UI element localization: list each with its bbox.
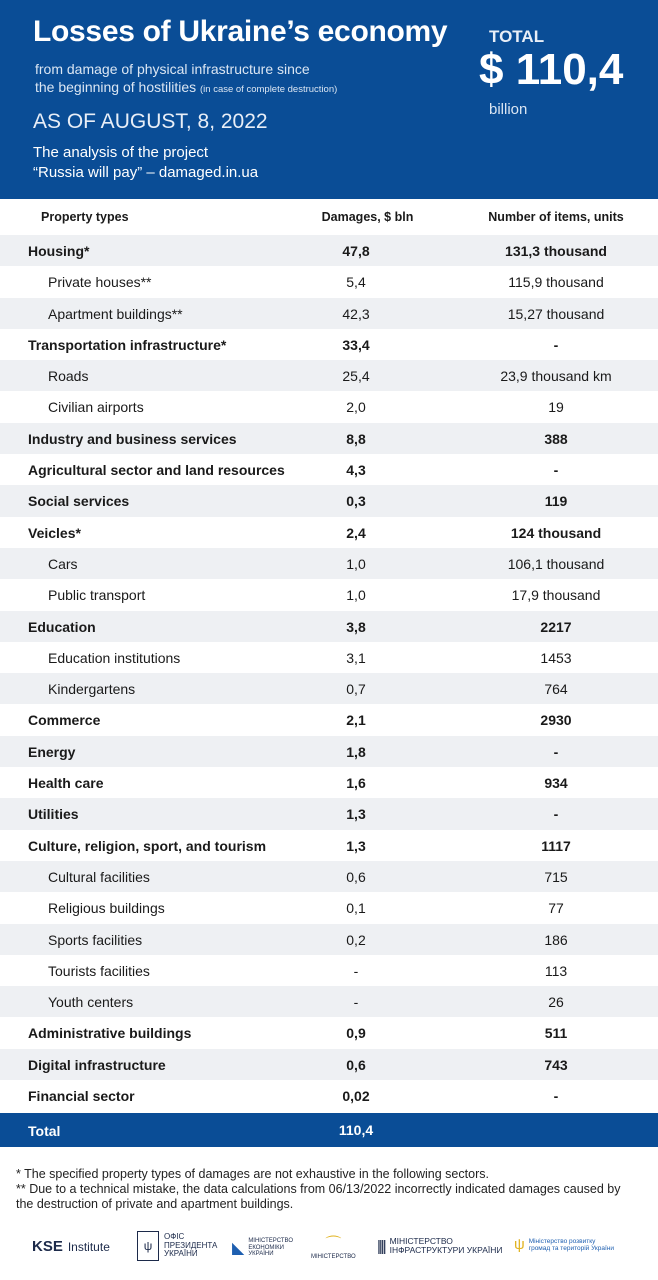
row-damages: 0,02 — [342, 1088, 370, 1105]
row-items: 764 — [544, 681, 568, 698]
president-office-text: ОФІС ПРЕЗИДЕНТА УКРАЇНИ — [164, 1232, 218, 1259]
infrastructure-ministry-logo-1 — [311, 1231, 356, 1260]
total-value: $ 110,4 — [479, 45, 624, 94]
row-items: 131,3 thousand — [505, 243, 607, 259]
row-damages: 0,7 — [346, 681, 366, 698]
row-name: Cultural facilities — [48, 868, 150, 885]
row-items: 2217 — [540, 618, 572, 635]
row-items: 115,9 thousand — [508, 274, 604, 291]
regional-ministry-logo — [514, 1236, 614, 1253]
row-name: Veicles* — [28, 524, 81, 541]
total-label: TOTAL — [489, 27, 545, 46]
row-items: - — [553, 462, 559, 479]
table-row — [0, 798, 658, 829]
row-items: 26 — [548, 994, 564, 1011]
row-damages: 2,0 — [346, 399, 366, 416]
row-damages: 3,8 — [346, 618, 366, 635]
bars-icon: |||| — [377, 1237, 385, 1255]
row-damages: 3,1 — [346, 649, 366, 666]
row-items: 23,9 thousand km — [500, 368, 612, 385]
row-items: 17,9 thousand — [511, 587, 601, 604]
header-property-types: Property types — [41, 210, 129, 224]
row-damages: 42,3 — [342, 305, 370, 322]
row-name: Commerce — [28, 712, 101, 729]
table-header — [0, 199, 658, 235]
table-row — [0, 892, 658, 923]
analysis-line1: The analysis of the project — [33, 144, 209, 161]
table-row — [0, 1049, 658, 1080]
table-row — [0, 298, 658, 329]
table-row — [0, 360, 658, 391]
table-row — [0, 579, 658, 610]
table-row — [0, 673, 658, 704]
row-name: Transportation infrastructure* — [28, 336, 227, 353]
header-banner — [0, 0, 658, 199]
row-items: - — [553, 1088, 559, 1105]
trident-icon: ψ — [137, 1231, 159, 1261]
infrastructure-ministry-logo-2 — [377, 1237, 502, 1255]
row-items: 113 — [544, 962, 568, 979]
table-row — [0, 767, 658, 798]
table-row — [0, 642, 658, 673]
table-row — [0, 736, 658, 767]
table-row — [0, 986, 658, 1017]
footnote-2: ** Due to a technical mistake, the data calculations from 06/13/2022 incorrectly indicated damages caused by the destruction of private and apartment buildings. — [16, 1182, 621, 1211]
row-name: Social services — [28, 493, 130, 510]
table-row — [0, 830, 658, 861]
table-row — [0, 704, 658, 735]
row-name: Education institutions — [48, 649, 181, 666]
row-name: Apartment buildings** — [48, 305, 183, 322]
row-damages: 0,3 — [346, 493, 366, 510]
row-items: 2930 — [540, 712, 572, 729]
table-row — [0, 861, 658, 892]
row-items: - — [553, 336, 559, 353]
table-body — [0, 235, 658, 1111]
row-name: Cars — [48, 555, 78, 572]
trident-yellow-icon: ψ — [514, 1236, 525, 1253]
row-damages: 2,4 — [346, 524, 366, 541]
subtitle-line1: from damage of physical infrastructure since — [35, 61, 310, 77]
table-row — [0, 423, 658, 454]
row-items: 1117 — [541, 837, 571, 854]
row-damages: 0,2 — [346, 931, 366, 948]
table-row — [0, 329, 658, 360]
total-unit: billion — [489, 101, 528, 118]
row-damages: 4,3 — [346, 462, 366, 479]
economy-ministry-text: МІНІСТЕРСТВО ЕКОНОМІКИ УКРАЇНИ — [248, 1238, 293, 1258]
page-title: Losses of Ukraine’s economy — [33, 15, 448, 48]
table-row — [0, 235, 658, 266]
row-name: Utilities — [28, 806, 79, 823]
row-name: Health care — [28, 775, 104, 792]
row-damages: 1,0 — [346, 555, 366, 572]
table-row — [0, 454, 658, 485]
row-damages: 2,1 — [346, 712, 366, 729]
row-name: Youth centers — [48, 994, 134, 1011]
total-row-damages: 110,4 — [338, 1122, 374, 1138]
row-name: Religious buildings — [48, 900, 165, 917]
row-items: 119 — [544, 493, 568, 510]
row-name: Agricultural sector and land resources — [28, 462, 285, 479]
arch-icon: ⌒ — [325, 1236, 342, 1253]
row-damages: 33,4 — [342, 336, 370, 353]
row-items: 186 — [544, 931, 568, 948]
row-name: Tourists facilities — [48, 962, 150, 979]
row-damages: 0,9 — [346, 1025, 366, 1042]
row-name: Kindergartens — [48, 681, 136, 698]
row-name: Culture, religion, sport, and tourism — [28, 837, 267, 854]
row-damages: 25,4 — [342, 368, 370, 385]
header-items: Number of items, units — [488, 210, 624, 224]
infrastructure-ministry-text-1: МІНІСТЕРСТВО — [311, 1254, 356, 1260]
row-name: Private houses** — [48, 274, 152, 291]
table-row — [0, 924, 658, 955]
as-of-date: AS OF AUGUST, 8, 2022 — [33, 110, 268, 133]
row-items: 19 — [548, 399, 564, 416]
president-office-logo — [137, 1231, 217, 1261]
row-damages: 1,3 — [346, 806, 366, 823]
kse-institute-text: Institute — [67, 1239, 110, 1254]
row-items: - — [553, 806, 559, 823]
kse-logo — [32, 1238, 110, 1255]
table-row — [0, 1080, 658, 1111]
subtitle-line2 — [35, 79, 337, 95]
row-name: Civilian airports — [48, 399, 144, 416]
partner-logos — [0, 1228, 658, 1268]
row-damages: 47,8 — [342, 243, 370, 259]
row-damages: 0,6 — [346, 1056, 366, 1073]
row-items: 715 — [544, 868, 568, 885]
row-damages: - — [353, 962, 359, 979]
regional-ministry-text: Міністерство розвитку громад та територій України — [528, 1237, 615, 1252]
row-items: 77 — [548, 900, 564, 917]
row-name: Administrative buildings — [28, 1025, 192, 1042]
table-row — [0, 611, 658, 642]
row-name: Industry and business services — [28, 430, 237, 447]
subtitle-line2-text: the beginning of hostilities — [35, 79, 197, 95]
infrastructure-ministry-text-2: МІНІСТЕРСТВО ІНФРАСТРУКТУРИ УКРАЇНИ — [389, 1236, 503, 1255]
table-row — [0, 1017, 658, 1048]
table-row — [0, 485, 658, 516]
row-items: 743 — [544, 1056, 568, 1073]
row-damages: 1,3 — [346, 837, 366, 854]
table-row — [0, 955, 658, 986]
row-damages: 1,6 — [346, 775, 366, 792]
row-name: Energy — [28, 743, 76, 760]
row-name: Education — [28, 618, 96, 635]
row-name: Housing* — [28, 243, 90, 259]
row-items: 15,27 thousand — [507, 305, 605, 322]
footnote-1: * The specified property types of damages are not exhaustive in the following sectors. — [16, 1167, 489, 1181]
row-damages: 0,6 — [346, 868, 366, 885]
row-damages: 0,1 — [346, 900, 366, 917]
row-items: 106,1 thousand — [507, 555, 605, 572]
row-items: 124 thousand — [510, 524, 602, 541]
row-damages: 1,8 — [346, 743, 366, 760]
row-damages: 8,8 — [346, 430, 366, 447]
economy-mark-icon: ◣ — [232, 1240, 245, 1257]
row-damages: 5,4 — [346, 274, 366, 291]
row-name: Roads — [48, 368, 89, 385]
total-row-label: Total — [28, 1123, 61, 1139]
total-row — [0, 1113, 658, 1147]
footnotes — [16, 1167, 626, 1212]
economy-ministry-logo — [232, 1238, 293, 1258]
row-damages: - — [353, 994, 359, 1011]
row-items: - — [553, 743, 559, 760]
analysis-line2: “Russia will pay” – damaged.in.ua — [33, 164, 259, 181]
kse-logo-text: KSE — [32, 1238, 63, 1255]
table-row — [0, 391, 658, 422]
subtitle-note: (in case of complete destruction) — [200, 84, 338, 95]
row-damages: 1,0 — [346, 587, 366, 604]
row-name: Digital infrastructure — [28, 1056, 166, 1073]
row-name: Public transport — [48, 587, 146, 604]
row-name: Financial sector — [28, 1088, 135, 1105]
row-name: Sports facilities — [48, 931, 143, 948]
table-row — [0, 266, 658, 297]
header-damages: Damages, $ bln — [321, 210, 414, 224]
table-row — [0, 548, 658, 579]
row-items: 1453 — [540, 649, 572, 666]
row-items: 511 — [544, 1025, 568, 1042]
row-items: 934 — [544, 775, 568, 792]
table-row — [0, 517, 658, 548]
row-items: 388 — [544, 430, 568, 447]
